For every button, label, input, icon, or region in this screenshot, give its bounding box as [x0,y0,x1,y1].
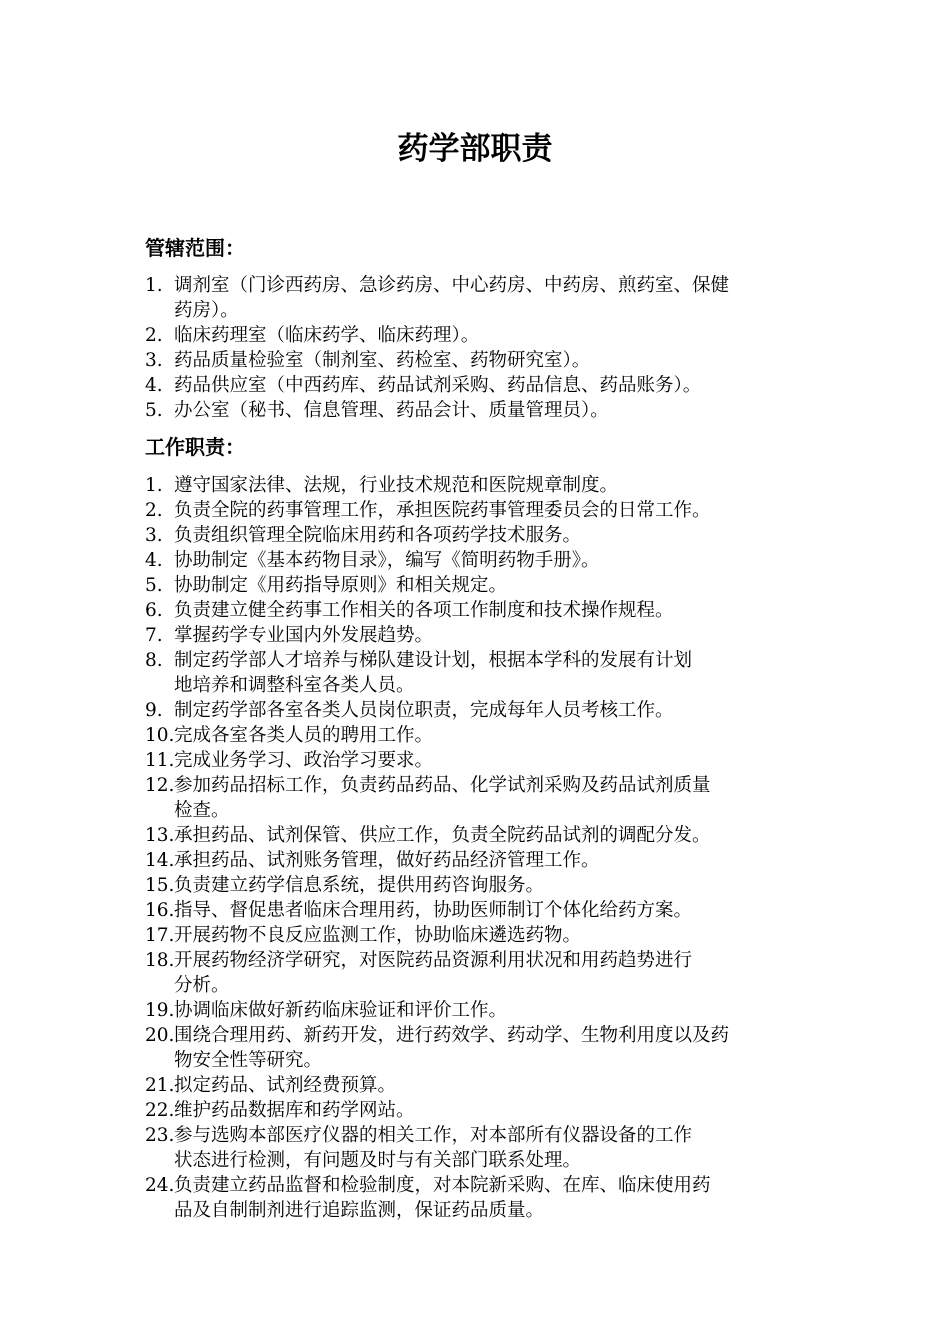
list-item-text: 负责建立健全药事工作相关的各项工作制度和技术操作规程。 [174,600,674,621]
list-item-number: 1. [145,275,163,296]
list-item-number: 7. [145,625,163,646]
list-item-text: 协助制定《基本药物目录》，编写《简明药物手册》。 [174,550,600,571]
list-item-text: 完成各室各类人员的聘用工作。 [174,725,434,746]
list-item-text: 掌握药学专业国内外发展趋势。 [174,625,434,646]
list-item-number: 23. [145,1125,175,1146]
list-item-number: 8. [145,650,163,671]
list-item-number: 4. [145,375,163,396]
list-item-number: 24. [145,1175,175,1196]
list-item [145,948,810,998]
list-item-number: 13. [145,825,175,846]
list-item [145,398,810,423]
list-item-number: 5. [145,400,163,421]
document-title: 药学部职责 [397,131,553,167]
duties-list [145,473,810,1223]
list-item [145,823,810,848]
list-item-number: 21. [145,1075,175,1096]
list-item [145,498,810,523]
list-item-number: 9. [145,700,163,721]
list-item-text: 负责组织管理全院临床用药和各项药学技术服务。 [174,525,582,546]
list-item-text: 临床药理室（临床药学、临床药理）。 [174,325,480,346]
list-item-number: 2. [145,325,163,346]
list-item-number: 3. [145,350,163,371]
list-item-number: 3. [145,525,163,546]
list-item [145,848,810,873]
scope-list [145,273,810,423]
list-item-text: 负责全院的药事管理工作，承担医院药事管理委员会的日常工作。 [174,500,711,521]
list-item [145,1073,810,1098]
list-item-text: 调剂室（门诊西药房、急诊药房、中心药房、中药房、煎药室、保健 药房）。 [174,275,730,321]
list-item [145,598,810,623]
list-item-number: 18. [145,950,175,971]
list-item-text: 承担药品、试剂保管、供应工作，负责全院药品试剂的调配分发。 [174,825,711,846]
list-item-text: 办公室（秘书、信息管理、药品会计、质量管理员）。 [174,400,609,421]
list-item [145,898,810,923]
list-item-number: 20. [145,1025,175,1046]
list-item [145,773,810,823]
list-item-number: 4. [145,550,163,571]
list-item-text: 协助制定《用药指导原则》和相关规定。 [174,575,508,596]
list-item-text: 协调临床做好新药临床验证和评价工作。 [174,1000,508,1021]
list-item-number: 16. [145,900,175,921]
list-item [145,723,810,748]
list-item-number: 11. [145,750,175,771]
list-item-number: 15. [145,875,175,896]
list-item [145,998,810,1023]
list-item-number: 12. [145,775,175,796]
list-item-text: 承担药品、试剂账务管理，做好药品经济管理工作。 [174,850,600,871]
list-item [145,698,810,723]
list-item [145,748,810,773]
list-item [145,523,810,548]
list-item [145,473,810,498]
list-item-text: 负责建立药学信息系统，提供用药咨询服务。 [174,875,545,896]
list-item [145,1023,810,1073]
list-item [145,323,810,348]
list-item-text: 制定药学部各室各类人员岗位职责，完成每年人员考核工作。 [174,700,674,721]
list-item-text: 制定药学部人才培养与梯队建设计划，根据本学科的发展有计划 地培养和调整科室各类人员。 [174,650,693,696]
list-item-text: 完成业务学习、政治学习要求。 [174,750,434,771]
list-item-text: 遵守国家法律、法规，行业技术规范和医院规章制度。 [174,475,619,496]
list-item [145,1098,810,1123]
list-item-text: 围绕合理用药、新药开发，进行药效学、药动学、生物利用度以及药 物安全性等研究。 [174,1025,730,1071]
list-item-text: 维护药品数据库和药学网站。 [174,1100,415,1121]
list-item-text: 药品质量检验室（制剂室、药检室、药物研究室）。 [174,350,591,371]
list-item-number: 1. [145,475,163,496]
list-item [145,923,810,948]
list-item-text: 负责建立药品监督和检验制度，对本院新采购、在库、临床使用药 品及自制制剂进行追踪监测，保证药品质量。 [174,1175,711,1221]
list-item [145,373,810,398]
list-item-number: 10. [145,725,175,746]
list-item [145,573,810,598]
list-item-number: 2. [145,500,163,521]
list-item-number: 14. [145,850,175,871]
list-item-text: 开展药物不良反应监测工作，协助临床遴选药物。 [174,925,582,946]
list-item [145,1123,810,1173]
list-item-text: 开展药物经济学研究，对医院药品资源利用状况和用药趋势进行 分析。 [174,950,693,996]
list-item-text: 参与选购本部医疗仪器的相关工作，对本部所有仪器设备的工作 状态进行检测，有问题及时与有关部门联系处理。 [174,1125,693,1171]
list-item-number: 17. [145,925,175,946]
list-item [145,648,810,698]
list-item-text: 药品供应室（中西药库、药品试剂采购、药品信息、药品账务）。 [174,375,702,396]
list-item [145,548,810,573]
list-item [145,623,810,648]
list-item-text: 拟定药品、试剂经费预算。 [174,1075,397,1096]
list-item [145,1173,810,1223]
list-item-number: 5. [145,575,163,596]
list-item [145,273,810,323]
list-item-number: 22. [145,1100,175,1121]
list-item-text: 指导、督促患者临床合理用药，协助医师制订个体化给药方案。 [174,900,693,921]
list-item-number: 19. [145,1000,175,1021]
section-heading-scope: 管辖范围： [145,236,245,260]
list-item [145,873,810,898]
list-item-text: 参加药品招标工作，负责药品药品、化学试剂采购及药品试剂质量 检查。 [174,775,711,821]
list-item [145,348,810,373]
section-heading-duties: 工作职责： [145,435,245,459]
list-item-number: 6. [145,600,163,621]
